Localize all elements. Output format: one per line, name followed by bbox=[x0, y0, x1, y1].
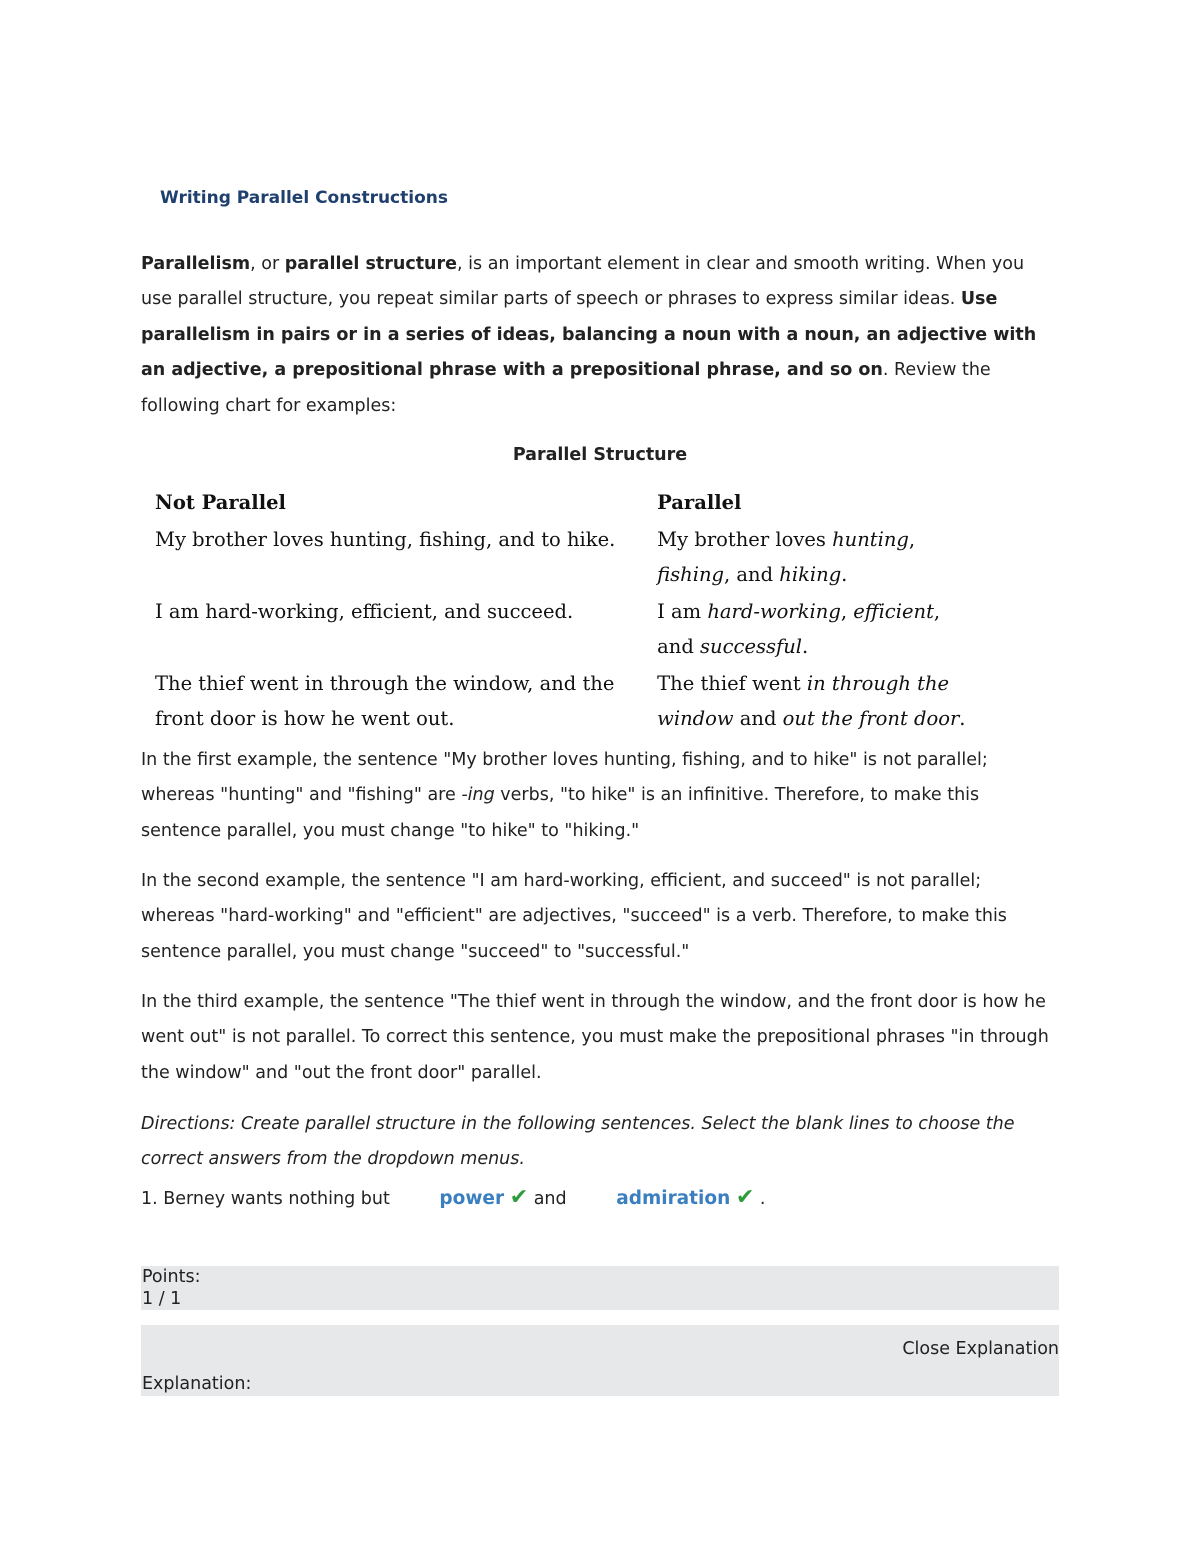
intro-paragraph bbox=[141, 247, 1059, 424]
cell-italic: successful bbox=[700, 635, 803, 658]
term-parallel-structure: parallel structure bbox=[284, 254, 458, 274]
close-explanation-link[interactable]: Close Explanation bbox=[902, 1339, 1059, 1359]
intro-text: , is an important element in clear and smooth writing. When you use parallel structure, you repeat similar parts of speech or phrases to express similar ideas. bbox=[141, 254, 1025, 310]
question-prefix: 1. Berney wants nothing but bbox=[141, 1189, 390, 1209]
cell-text: , bbox=[840, 600, 854, 623]
cell-italic: fishing bbox=[657, 563, 725, 586]
cell-text: The thief went bbox=[657, 672, 807, 695]
table-row bbox=[155, 666, 975, 738]
points-label: Points: bbox=[142, 1267, 201, 1287]
cell-text: and bbox=[733, 707, 783, 730]
not-parallel-cell: I am hard-working, efficient, and succeed. bbox=[155, 600, 574, 623]
explanation-label: Explanation: bbox=[142, 1374, 252, 1394]
intro-text: , or bbox=[250, 254, 285, 274]
answer-dropdown-2[interactable]: admiration bbox=[616, 1188, 731, 1209]
explanation-first bbox=[141, 743, 1059, 849]
parallel-cell bbox=[657, 522, 975, 594]
cell-text: . bbox=[802, 635, 809, 658]
header-parallel: Parallel bbox=[657, 491, 742, 514]
question-1 bbox=[141, 1180, 765, 1217]
explanation-panel bbox=[141, 1325, 1059, 1396]
cell-text: , and bbox=[657, 600, 941, 658]
intro-text: . Review the following chart for examples: bbox=[141, 360, 991, 416]
term-parallelism: Parallelism bbox=[141, 254, 251, 274]
cell-italic: hunting bbox=[832, 528, 909, 551]
parallel-cell bbox=[657, 594, 975, 666]
cell-italic: hard-working bbox=[707, 600, 841, 623]
header-not-parallel: Not Parallel bbox=[155, 491, 286, 514]
points-panel bbox=[141, 1266, 1059, 1310]
table-row bbox=[155, 522, 975, 594]
question-suffix: . bbox=[759, 1189, 766, 1209]
table-row bbox=[155, 594, 975, 666]
cell-text: , and bbox=[724, 563, 780, 586]
checkmark-icon: ✔ bbox=[509, 1185, 529, 1210]
para-italic: -ing bbox=[461, 785, 495, 806]
chart-title: Parallel Structure bbox=[512, 445, 688, 465]
parallel-structure-table bbox=[155, 485, 975, 738]
para-text: In the first example, the sentence "My brother loves hunting, fishing, and to hike" is not parallel; whereas "hunting" and "fishing" are bbox=[141, 750, 988, 806]
answer-dropdown-1[interactable]: power bbox=[439, 1188, 505, 1209]
cell-italic: out the front door bbox=[782, 707, 960, 730]
cell-text: . bbox=[959, 707, 966, 730]
cell-text: I am bbox=[657, 600, 708, 623]
cell-italic: in through the window bbox=[657, 672, 950, 730]
page-title: Writing Parallel Constructions bbox=[160, 188, 448, 208]
parallel-cell bbox=[657, 666, 975, 738]
cell-text: , bbox=[908, 528, 916, 551]
not-parallel-cell: The thief went in through the window, and the front door is how he went out. bbox=[155, 672, 615, 730]
explanation-second: In the second example, the sentence "I am hard-working, efficient, and succeed" is not parallel; whereas "hard-working" and "efficient" are adjectives, "succeed" is a verb. Therefore, to make this sentence parallel, you must change "succeed" to "successful." bbox=[141, 871, 1007, 962]
not-parallel-cell: My brother loves hunting, fishing, and to hike. bbox=[155, 528, 616, 551]
explanation-third: In the third example, the sentence "The thief went in through the window, and the front door is how he went out" is not parallel. To correct this sentence, you must make the prepositional phrases "in through the window" and "out the front door" parallel. bbox=[141, 992, 1049, 1083]
cell-italic: hiking bbox=[779, 563, 842, 586]
points-value: 1 / 1 bbox=[142, 1289, 182, 1309]
intro-rule: Use parallelism in pairs or in a series of ideas, balancing a noun with a noun, an adjective with an adjective, a prepositional phrase with a prepositional phrase, and so on bbox=[141, 289, 1037, 381]
cell-text: My brother loves bbox=[657, 528, 833, 551]
checkmark-icon: ✔ bbox=[735, 1185, 755, 1210]
directions-text: Directions: Create parallel structure in the following sentences. Select the blank lines to choose the correct answers from the dropdown menus. bbox=[141, 1114, 1015, 1170]
question-middle: and bbox=[533, 1189, 567, 1209]
para-text: verbs, "to hike" is an infinitive. Therefore, to make this sentence parallel, you must change "to hike" to "hiking." bbox=[141, 785, 980, 841]
cell-text: . bbox=[841, 563, 848, 586]
table-header-row bbox=[155, 485, 975, 522]
cell-italic: efficient bbox=[853, 600, 934, 623]
